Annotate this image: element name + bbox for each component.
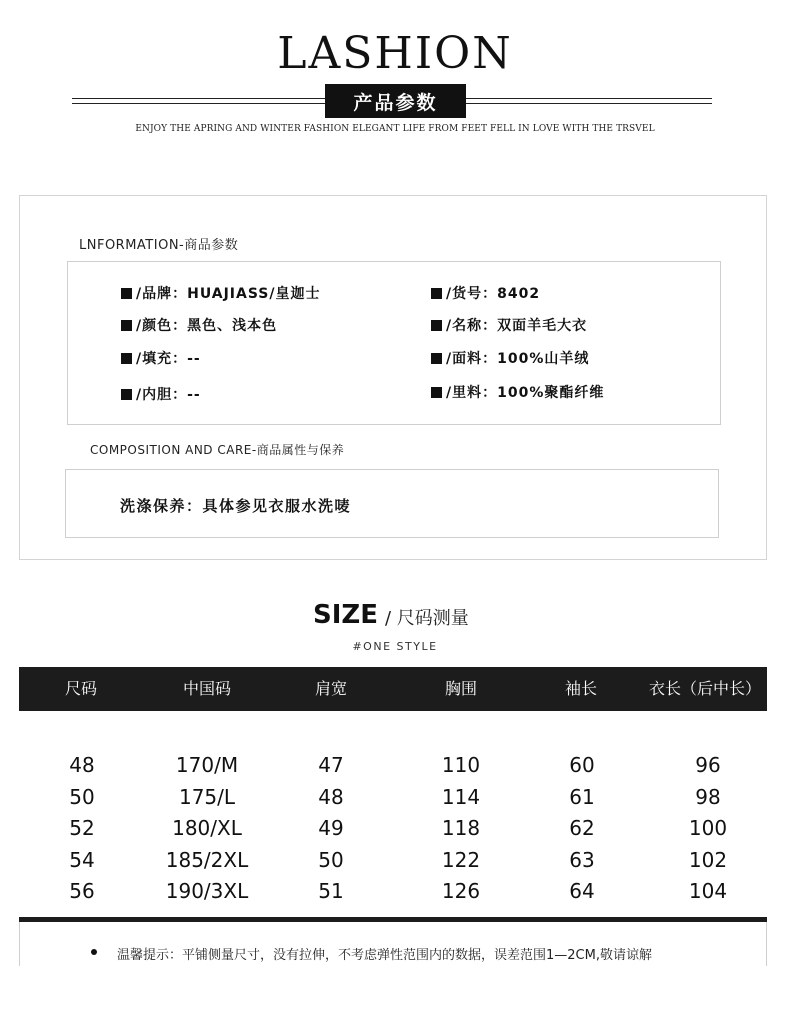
size-table-header xyxy=(19,667,767,711)
brand-title: LASHION xyxy=(277,28,513,79)
table-cell: 48 xyxy=(318,785,344,809)
table-cell: 50 xyxy=(318,848,344,872)
table-cell: 102 xyxy=(688,848,728,872)
info-item-article-no: /货号：8402 xyxy=(431,283,540,303)
col-header-china-size: 中国码 xyxy=(182,679,231,698)
table-cell: 114 xyxy=(441,785,481,809)
note-border-right xyxy=(766,922,767,966)
col-header-size: 尺码 xyxy=(64,679,97,698)
header-rule-left-top xyxy=(72,98,325,99)
bullet-dot-icon xyxy=(91,949,97,955)
table-cell: 96 xyxy=(695,753,721,777)
table-cell: 47 xyxy=(318,753,344,777)
header-rule-right-top xyxy=(466,98,712,99)
table-cell: 185/2XL xyxy=(165,848,249,872)
info-item-fabric: /面料：100%山羊绒 xyxy=(431,348,589,368)
table-cell: 60 xyxy=(569,753,595,777)
header-rule-left-bottom xyxy=(72,103,325,104)
info-item-filling: /填充：-- xyxy=(121,348,201,368)
table-cell: 61 xyxy=(569,785,595,809)
square-bullet-icon xyxy=(121,353,132,364)
table-cell: 50 xyxy=(69,785,95,809)
table-cell: 63 xyxy=(569,848,595,872)
table-cell: 110 xyxy=(441,753,481,777)
table-cell: 104 xyxy=(688,879,728,903)
size-subtitle: / 尺码测量 xyxy=(385,608,469,629)
col-header-sleeve: 袖长 xyxy=(564,679,597,698)
square-bullet-icon xyxy=(121,320,132,331)
square-bullet-icon xyxy=(121,288,132,299)
table-cell: 190/3XL xyxy=(165,879,249,903)
table-cell: 56 xyxy=(69,879,95,903)
tagline: ENJOY THE APRING AND WINTER FASHION ELEGANT LIFE FROM FEET FELL IN LOVE WITH THE TRSVEL xyxy=(135,124,655,134)
table-cell: 48 xyxy=(69,753,95,777)
header-rule-right-bottom xyxy=(466,103,712,104)
col-header-length: 衣长（后中长） xyxy=(648,679,761,698)
table-cell: 98 xyxy=(695,785,721,809)
information-label: LNFORMATION-商品参数 xyxy=(79,238,239,253)
info-item-color: /颜色：黑色、浅本色 xyxy=(121,315,277,335)
square-bullet-icon xyxy=(431,353,442,364)
table-cell: 49 xyxy=(318,816,344,840)
col-header-chest: 胸围 xyxy=(444,679,477,698)
size-title: SIZE xyxy=(313,600,379,630)
care-text: 洗涤保养：具体参见衣服水洗唛 xyxy=(120,497,352,515)
table-cell: 54 xyxy=(69,848,95,872)
table-cell: 126 xyxy=(441,879,481,903)
info-item-lining: /里料：100%聚酯纤维 xyxy=(431,382,604,402)
square-bullet-icon xyxy=(121,389,132,400)
table-cell: 52 xyxy=(69,816,95,840)
product-params-badge: 产品参数 xyxy=(325,84,466,118)
info-item-lining-inner: /内胆：-- xyxy=(121,384,201,404)
table-cell: 51 xyxy=(318,879,344,903)
table-cell: 118 xyxy=(441,816,481,840)
table-cell: 100 xyxy=(688,816,728,840)
note-border-left xyxy=(19,922,20,966)
info-item-brand: /品牌：HUAJIASS/皇迦士 xyxy=(121,283,321,303)
table-cell: 62 xyxy=(569,816,595,840)
square-bullet-icon xyxy=(431,387,442,398)
table-cell: 170/M xyxy=(175,753,239,777)
col-header-shoulder: 肩宽 xyxy=(314,679,347,698)
square-bullet-icon xyxy=(431,320,442,331)
table-cell: 175/L xyxy=(178,785,236,809)
square-bullet-icon xyxy=(431,288,442,299)
table-cell: 64 xyxy=(569,879,595,903)
measurement-note: 温馨提示：平铺侧量尺寸，没有拉伸，不考虑弹性范围内的数据，误差范围1—2CM,敬请谅解 xyxy=(117,948,652,963)
style-note: #ONE STYLE xyxy=(352,640,438,653)
table-bottom-bar xyxy=(19,917,767,922)
care-label: COMPOSITION AND CARE-商品属性与保养 xyxy=(90,443,345,457)
table-cell: 180/XL xyxy=(172,816,242,840)
table-cell: 122 xyxy=(441,848,481,872)
info-item-name: /名称：双面羊毛大衣 xyxy=(431,315,587,335)
